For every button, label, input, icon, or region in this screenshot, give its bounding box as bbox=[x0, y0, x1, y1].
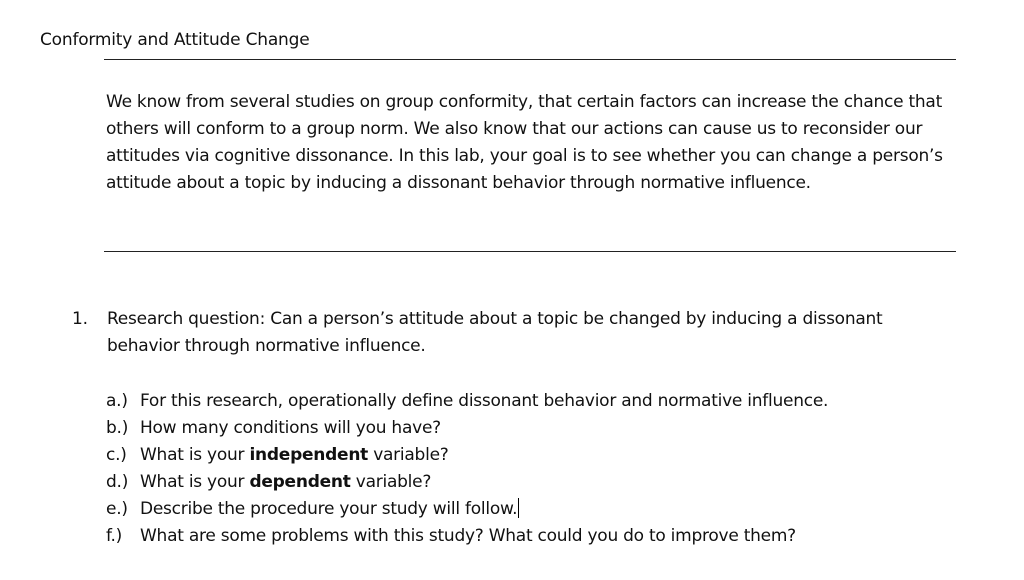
top-divider bbox=[104, 59, 956, 60]
bottom-divider bbox=[104, 251, 956, 252]
subquestion-marker: d.) bbox=[106, 472, 129, 492]
subquestion-bold-term: independent bbox=[249, 445, 369, 465]
subquestion-text-end: variable? bbox=[350, 472, 432, 492]
subquestion-marker: c.) bbox=[106, 445, 127, 465]
intro-paragraph[interactable]: We know from several studies on group conformity, that certain factors can increase the chance that others will conform to a group norm. We also know that our actions can cause us to reconsider our attitudes via cognitive dissonance. In this lab, your goal is to see whether you can change a person’s attitude about a topic by inducing a dissonant behavior through normative influence. bbox=[106, 92, 943, 193]
subquestion-text: For this research, operationally define dissonant behavior and normative influence. bbox=[140, 391, 829, 411]
subquestion-list bbox=[106, 388, 986, 550]
subquestion-f[interactable] bbox=[106, 523, 986, 550]
subquestion-b[interactable] bbox=[106, 415, 986, 442]
research-question[interactable] bbox=[72, 306, 952, 360]
subquestion-a[interactable] bbox=[106, 388, 986, 415]
subquestion-text: Describe the procedure your study will follow. bbox=[140, 499, 518, 519]
subquestion-text: What is your bbox=[140, 472, 250, 492]
subquestion-text-end: variable? bbox=[368, 445, 449, 465]
document-title: Conformity and Attitude Change bbox=[40, 30, 310, 50]
subquestion-c[interactable] bbox=[106, 442, 986, 469]
subquestion-marker: f.) bbox=[106, 526, 123, 546]
question-number: 1. bbox=[72, 309, 88, 329]
question-text: Research question: Can a person’s attitude about a topic be changed by inducing a dissonant behavior through normative influence. bbox=[107, 309, 883, 356]
subquestion-e[interactable] bbox=[106, 496, 986, 523]
text-cursor bbox=[518, 498, 519, 518]
subquestion-text: What is your bbox=[140, 445, 250, 465]
subquestion-marker: a.) bbox=[106, 391, 128, 411]
subquestion-marker: e.) bbox=[106, 499, 128, 519]
subquestion-marker: b.) bbox=[106, 418, 129, 438]
subquestion-text: What are some problems with this study? What could you do to improve them? bbox=[140, 526, 796, 546]
subquestion-text: How many conditions will you have? bbox=[140, 418, 441, 438]
subquestion-d[interactable] bbox=[106, 469, 986, 496]
subquestion-bold-term: dependent bbox=[249, 472, 351, 492]
